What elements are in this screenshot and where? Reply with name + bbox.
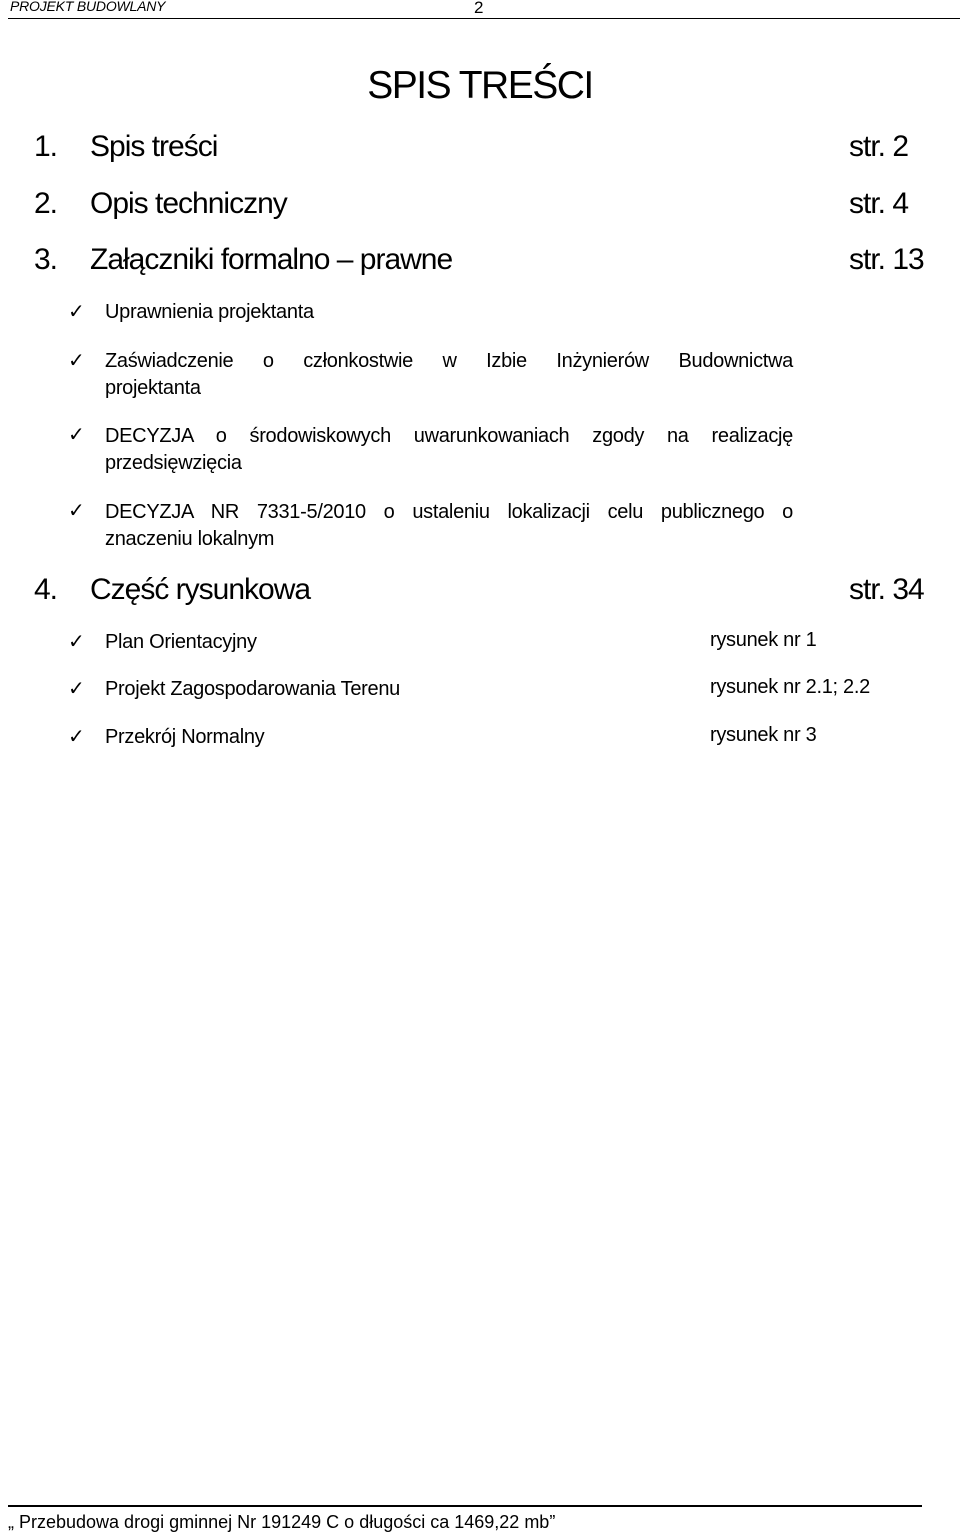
drawing-item-ref: rysunek nr 2.1; 2.2 — [710, 676, 870, 698]
toc-entry-label: Część rysunkowa — [90, 573, 311, 606]
checkmark-icon: ✓ — [68, 500, 85, 522]
toc-entry-page: str. 13 — [849, 243, 924, 276]
attachment-item-text: Uprawnienia projektanta — [105, 301, 314, 323]
toc-entry-number: 1. — [34, 130, 58, 163]
checkmark-icon: ✓ — [68, 301, 85, 323]
attachment-item-1 — [105, 299, 793, 326]
footer-divider — [8, 1505, 922, 1507]
attachment-item-text-continued: znaczeniu lokalnym — [105, 528, 275, 550]
toc-entry-number: 2. — [34, 187, 58, 220]
toc-entry-page: str. 2 — [849, 130, 909, 163]
drawing-item-label: Projekt Zagospodarowania Terenu — [105, 678, 400, 700]
page-title: SPIS TREŚCI — [367, 64, 593, 107]
attachment-item-2 — [105, 348, 793, 402]
checkmark-icon: ✓ — [68, 726, 85, 748]
running-header-title: PROJEKT BUDOWLANY — [10, 0, 166, 14]
checkmark-icon: ✓ — [68, 350, 85, 372]
toc-entry-number: 4. — [34, 573, 58, 606]
toc-entry-label: Załączniki formalno – prawne — [90, 243, 453, 276]
checkmark-icon: ✓ — [68, 424, 85, 446]
header-divider — [8, 18, 960, 19]
drawing-item-label: Przekrój Normalny — [105, 726, 265, 748]
attachment-item-text-continued: przedsięwzięcia — [105, 452, 242, 474]
drawing-item-ref: rysunek nr 3 — [710, 724, 817, 746]
checkmark-icon: ✓ — [68, 678, 85, 700]
toc-entry-number: 3. — [34, 243, 58, 276]
attachment-item-text: DECYZJA NR 7331-5/2010 o ustaleniu lokalizacji celu publicznego o — [105, 501, 793, 523]
drawing-item-ref: rysunek nr 1 — [710, 629, 817, 651]
attachment-item-text: Zaświadczenie o członkostwie w Izbie Inżynierów Budownictwa — [105, 350, 793, 372]
checkmark-icon: ✓ — [68, 631, 85, 653]
attachment-item-4 — [105, 499, 793, 553]
page-number: 2 — [474, 0, 484, 17]
drawing-item-label: Plan Orientacyjny — [105, 631, 257, 653]
attachment-item-text: DECYZJA o środowiskowych uwarunkowaniach zgody na realizację — [105, 425, 793, 447]
attachment-item-text-continued: projektanta — [105, 377, 201, 399]
toc-entry-label: Spis treści — [90, 130, 218, 163]
toc-entry-label: Opis techniczny — [90, 187, 287, 220]
footer-project-title: „ Przebudowa drogi gminnej Nr 191249 C o długości ca 1469,22 mb” — [8, 1512, 556, 1532]
toc-entry-page: str. 34 — [849, 573, 924, 606]
attachment-item-3 — [105, 423, 793, 477]
toc-entry-page: str. 4 — [849, 187, 909, 220]
